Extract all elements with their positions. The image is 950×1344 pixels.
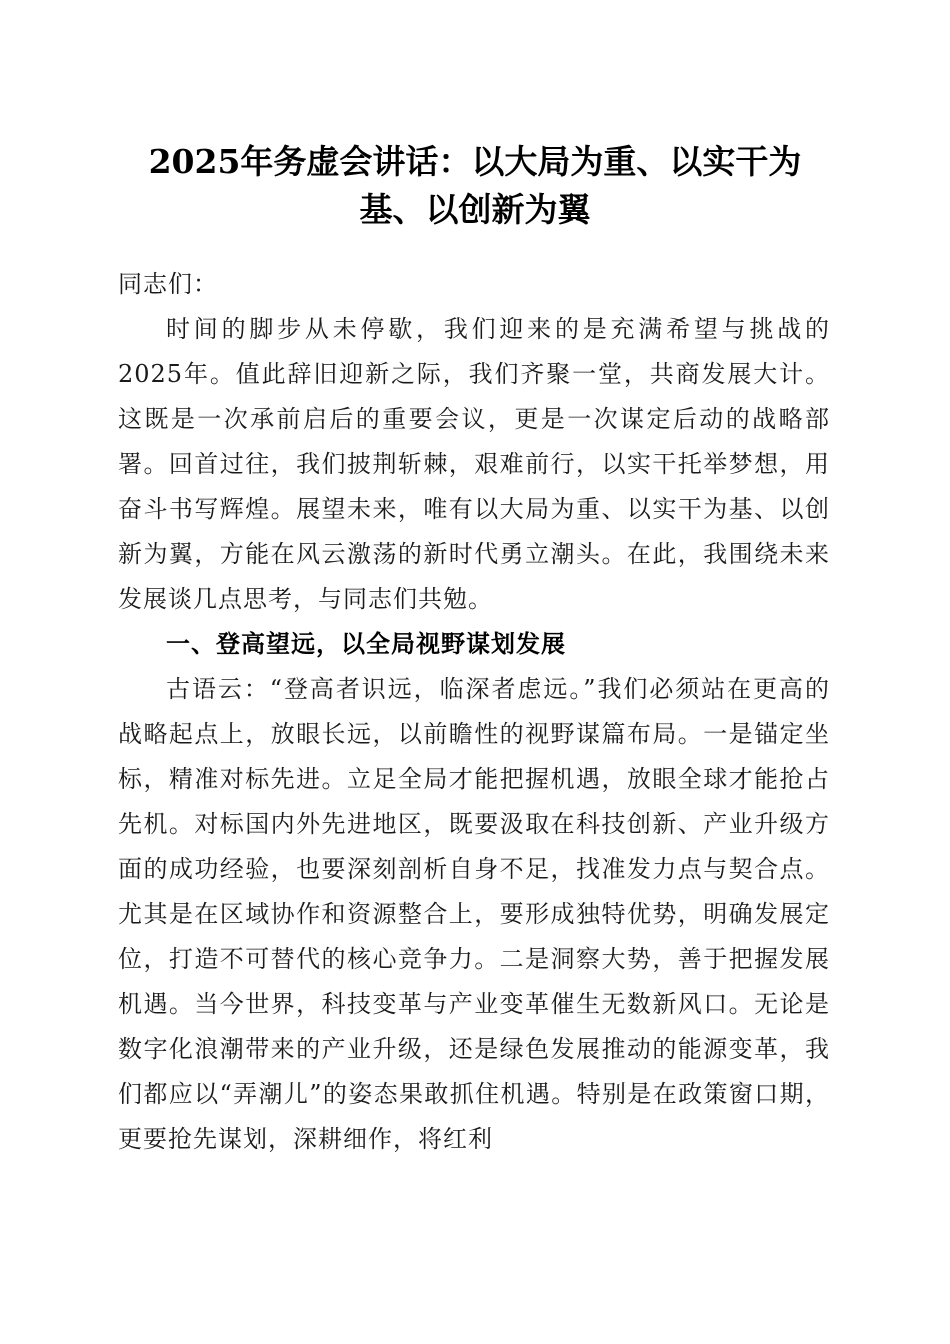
document-body (118, 262, 830, 1162)
section-paragraph: 古语云：“登高者识远，临深者虑远。”我们必须站在更高的战略起点上，放眼长远，以前瞻性的视野谋篇布局。一是锚定坐标，精准对标先进。立足全局才能把握机遇，放眼全球才能抢占先机。对标国内外先进地区，既要汲取在科技创新、产业升级方面的成功经验，也要深刻剖析自身不足，找准发力点与契合点。尤其是在区域协作和资源整合上，要形成独特优势，明确发展定位，打造不可替代的核心竞争力。二是洞察大势，善于把握发展机遇。当今世界，科技变革与产业变革催生无数新风口。无论是数字化浪潮带来的产业升级，还是绿色发展推动的能源变革，我们都应以“弄潮儿”的姿态果敢抓住机遇。特别是在政策窗口期，更要抢先谋划，深耕细作，将红利 (118, 675, 830, 1153)
intro-paragraph: 时间的脚步从未停歇，我们迎来的是充满希望与挑战的2025年。值此辞旧迎新之际，我们齐聚一堂，共商发展大计。这既是一次承前启后的重要会议，更是一次谋定后动的战略部署。回首过往，我们披荆斩棘，艰难前行，以实干托举梦想，用奋斗书写辉煌。展望未来，唯有以大局为重、以实干为基、以创新为翼，方能在风云激荡的新时代勇立潮头。在此，我围绕未来发展谈几点思考，与同志们共勉。 (118, 315, 830, 613)
section-heading: 一、登高望远，以全局视野谋划发展 (166, 630, 566, 658)
salutation: 同志们： (118, 270, 218, 298)
document-title: 2025年务虚会讲话：以大局为重、以实干为基、以创新为翼 (148, 142, 802, 229)
